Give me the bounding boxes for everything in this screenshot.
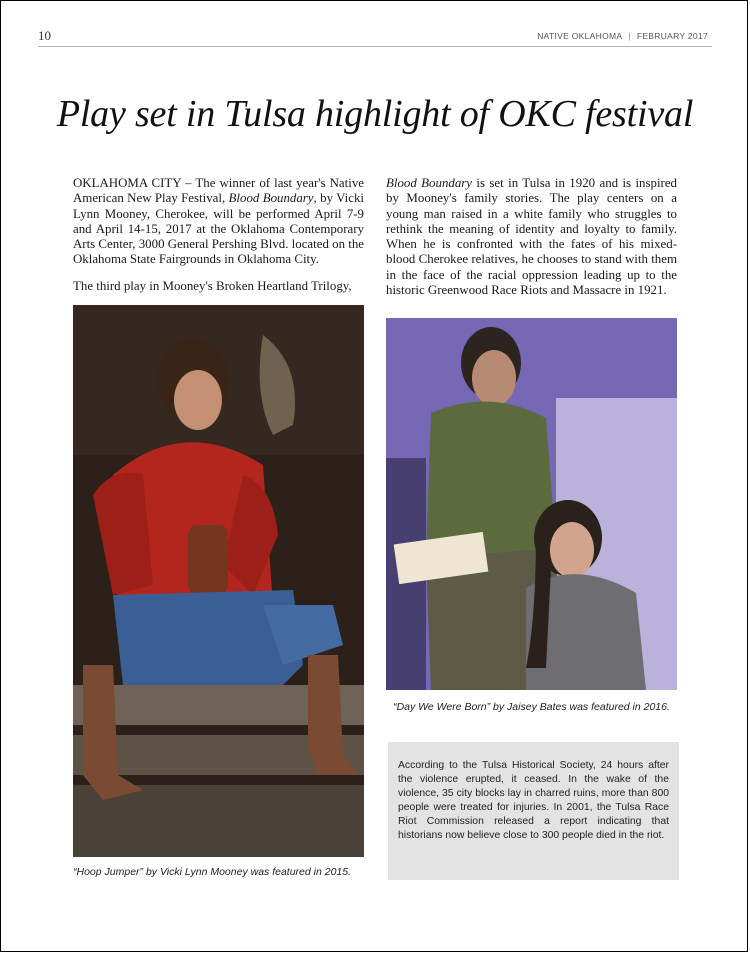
sidebar-text: According to the Tulsa Historical Society, 24 hours after the violence erupted, it ceased. In the wake of the violence, 35 city blocks lay in charred ruins, more than 800 people were treated for injuries. In 2001, the Tulsa Race Riot Commission released a report indicating that historians now believe close to 300 people died in the riot. [398, 760, 669, 841]
photo-hoop-jumper-illustration [73, 305, 364, 857]
photo-hoop-jumper [73, 305, 364, 857]
caption-day-we-were-born: “Day We Were Born” by Jaisey Bates was featured in 2016. [393, 701, 670, 713]
paragraph-trilogy: The third play in Mooney's Broken Heartland Trilogy, [73, 278, 352, 293]
article-title: Play set in Tulsa highlight of OKC festival [56, 93, 694, 135]
photo-day-we-were-born [386, 318, 677, 690]
paragraph-intro: OKLAHOMA CITY – The winner of last year's Native American New Play Festival, Blood Boundary, by Vicki Lynn Mooney, Cherokee, will be performed April 7-9 and April 14-15, 2017 at the Oklahoma Contemporary Arts Center, 3000 General Pershing Blvd. located on the Oklahoma State Fairgrounds in Oklahoma City. [73, 176, 364, 267]
left-column [73, 176, 364, 305]
publication-name: NATIVE OKLAHOMA [537, 31, 623, 41]
header-rule [38, 46, 712, 47]
photo-day-we-were-born-illustration [386, 318, 677, 690]
play-title: Blood Boundary [386, 176, 473, 190]
caption-hoop-jumper: “Hoop Jumper” by Vicki Lynn Mooney was featured in 2015. [73, 866, 352, 878]
right-column [386, 176, 677, 309]
page-number: 10 [38, 28, 51, 43]
play-title: Blood Boundary [228, 191, 314, 206]
issue-date: FEBRUARY 2017 [636, 31, 708, 41]
running-header: NATIVE OKLAHOMA | FEBRUARY 2017 [537, 31, 708, 41]
paragraph-plot: Blood Boundary is set in Tulsa in 1920 and is inspired by Mooney's family stories. The play centers on a young man raised in a white family who struggles to rethink the meaning of identity and loyalty to family. When he is confronted with the fates of his mixed-blood Cherokee relatives, he chooses to stand with them in the face of the racial oppression leading up to the historic Greenwood Race Riots and Massacre in 1921. [386, 176, 677, 298]
sidebar-box [388, 742, 679, 880]
